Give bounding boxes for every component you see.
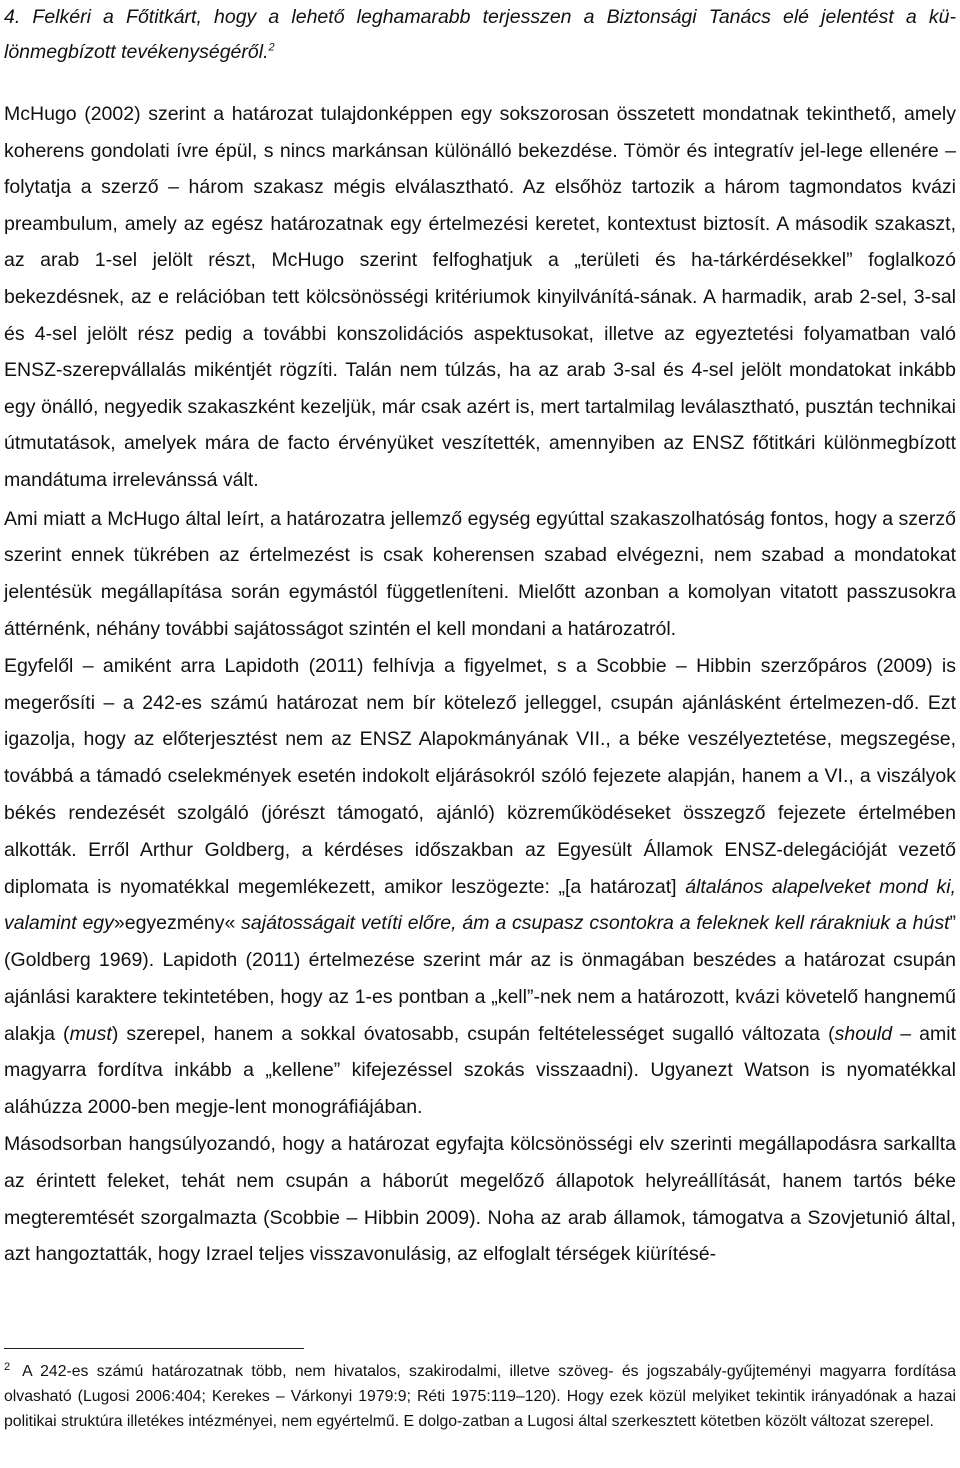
text-run: Egyfelől – amiként arra Lapidoth (2011) felhívja a figyelmet, s a Scobbie – Hibbin szerzőpáros (2009) is megerősíti – a 242-es számú határozat nem bír kötelező jelleggel, csupán ajánlásként értelmezen-dő. Ezt igazolja, hogy az előterjesztést nem az ENSZ Alapokmányának VII., a béke veszélyeztetése, megszegése, továbbá a támadó cselekmények esetén indokolt eljárásokról szóló fejezete alapján, hanem a VI., a viszályok békés rendezését szolgáló (jórészt támogató, ajánló) közreműködéseket összegző fejezete értelmében alkották. Erről Arthur Goldberg, a kérdéses időszakban az Egyesült Államok ENSZ-delegációját vezető diplomata is nyomatékkal megemlékezett, amikor leszögezte: „[a határozat] — [4, 654, 956, 898]
text-run: »egyezmény« — [113, 912, 236, 935]
sentence: A harmadik, arab 2-sel, 3-sal és 4-sel jelölt rész pedig a további konszolidációs aspektusokat, illetve az egyeztetési folyamatban való ENSZ-szerepvállalás mikéntjét rögzíti. — [4, 285, 956, 382]
point-number: 4. — [4, 6, 21, 28]
footnote-separator — [4, 1348, 304, 1349]
text-run: ” (Goldberg 1969). Lapidoth (2011) értelmezése szerint már az is önmagában beszédes a határozat csupán ajánlási karaktere tekintetében, hogy az 1-es pontban a „kell”-nek nem a határozott, kvázi követelő hangnemű alakja ( — [4, 912, 956, 1045]
text-run: – amit magyarra fordítva inkább a „kellene” kifejezéssel szokás visszaadni). Ugyanezt Watson is nyomatékkal aláhúzza 2000-ben megje-lent monográfiájában. — [4, 1022, 956, 1119]
sentence: A második szakaszt, az arab 1-sel jelölt részt, McHugo szerint felfoghatjuk a „területi és ha-tárkérdésekkel” foglalkozó bekezdésnek, az e relációban tett kölcsönösségi kritériumok kinyilvánítá-sának. — [4, 212, 957, 308]
sentence: Talán nem túlzás, ha az arab 3-sal és 4-sel jelölt mondatokat inkább egy önálló, negyedik szakaszként kezeljük, már csak azért is, mert tartalmilag leválasztható, pusztán technikai útmutatások, amelyek mára de facto érvényüket veszítették, amennyiben az ENSZ főtitkári különmegbízott mandátuma irrelevánssá vált. — [4, 359, 956, 491]
paragraph-coherent-interpretation — [4, 501, 956, 648]
paragraph-mchugo-structure — [4, 96, 956, 499]
term-should: should — [834, 1022, 893, 1045]
body-text — [4, 96, 956, 1273]
text-run: Másodsorban hangsúlyozandó, hogy a határozat egyfajta kölcsönösségi elv szerinti megállapodásra sarkallta az érintett feleket, tehát nem csupán a háborút megelőző állapotok helyreállítását, hanem tartós béke megteremtését szorgalmazta (Scobbie – Hibbin 2009). Noha az arab államok, támogatva a Szovjetunió által, azt hangoztatták, hogy Izrael teljes visszavonulásig, az elfoglalt térségek kiürítésé- — [4, 1133, 956, 1266]
footnote-reference[interactable]: 2 — [268, 41, 275, 54]
quote-italic: sajátosságait vetíti előre, ám a csupasz csontokra a feleknek kell rárakniuk a húst — [241, 912, 950, 935]
term-must: must — [69, 1022, 112, 1045]
resolution-point-4 — [4, 0, 956, 70]
footnote-text: A 242-es számú határozatnak több, nem hivatalos, szakirodalmi, illetve szöveg- és jogszabály-gyűjteményi magyarra fordítása olvasható (Lugosi 2006:404; Kerekes – Várkonyi 1979:9; Réti 1975:119–120). Hogy ezek közül melyiket tekintik irányadónak a hazai politikai struktúra illetékes intézményei, nem egyértelmű. E dolgo-zatban a Lugosi által szerkesztett kötetben közölt változat szerepel. — [4, 1363, 956, 1430]
sentence: Az elsőhöz tartozik a három tagmondatos kvázi preambulum, amely az egész határozatnak egy értelmezési keretet, kontextust biztosít. — [4, 176, 957, 235]
sentence: Ami miatt a McHugo által leírt, a határozatra jellemző egység egyúttal szakaszolhatóság fontos, hogy a szerző szerint ennek tükrében az értelmezést is csak koherensen szabad elvégezni, nem szabad a mondatokat jelentésük megállapítása során egymástól függetleníteni. — [4, 507, 956, 604]
quote-italic: általános alapelveket mond ki, valamint egy — [4, 875, 956, 935]
point-text: Felkéri a Főtitkárt, hogy a lehető leghamarabb terjesszen a Biztonsági Tanács elé jelentést a kü-lönmegbízott tevékenységéről. — [4, 6, 956, 63]
sentence: Tömör és integratív jel-lege ellenére – folytatja a szerző – három szakasz mégis elválasztható. — [4, 139, 956, 199]
paragraph-reciprocity — [4, 1126, 956, 1273]
footnote — [4, 1360, 956, 1434]
footnote-mark: 2 — [4, 1360, 11, 1373]
text-run: ) szerepel, hanem a sokkal óvatosabb, csupán feltételességet sugalló változata ( — [111, 1022, 835, 1045]
sentence: McHugo (2002) szerint a határozat tulajdonképpen egy sokszorosan összetett mondatnak tekinthető, amely koherens gondolati ívre épül, s nincs markánsan különálló bekezdése. — [4, 103, 956, 162]
paragraph-non-binding-nature — [4, 648, 956, 1126]
sentence: Mielőtt azonban a komolyan vitatott passzusokra áttérnénk, néhány további sajátosságot szintén el kell mondani a határozatról. — [4, 581, 956, 640]
